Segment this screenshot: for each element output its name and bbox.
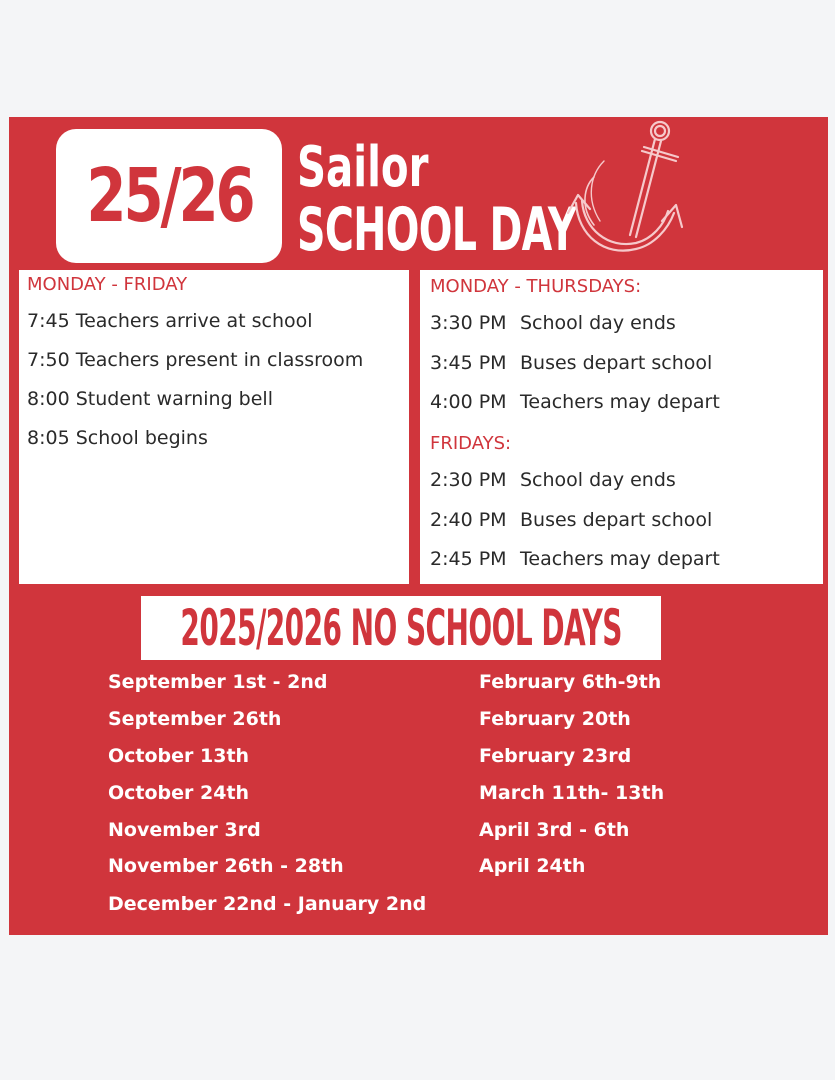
no-school-day: September 26th (108, 708, 282, 730)
schedule-line: 7:50 Teachers present in classroom (27, 349, 364, 371)
schedule-line: 7:45 Teachers arrive at school (27, 310, 313, 332)
title-sailor: Sailor (297, 135, 429, 200)
fridays-heading: FRIDAYS: (430, 433, 512, 454)
schedule-line (430, 352, 712, 374)
schedule-time: 2:30 PM (430, 469, 507, 491)
schedule-line (430, 312, 676, 334)
schedule-line (430, 509, 712, 531)
monday-thursdays-heading: MONDAY - THURSDAYS: (430, 276, 642, 297)
schedule-line: 8:00 Student warning bell (27, 388, 273, 410)
no-school-day: September 1st - 2nd (108, 671, 328, 693)
schedule-text: Teachers may depart (520, 548, 720, 570)
no-school-day: April 24th (479, 855, 586, 877)
schedule-time: 2:40 PM (430, 509, 507, 531)
panel-monday-thursday-friday (420, 270, 823, 584)
schedule-text: School day ends (520, 312, 676, 334)
schedule-time: 2:45 PM (430, 548, 507, 570)
no-school-heading: 2025/2026 NO SCHOOL DAYS (180, 599, 622, 657)
no-school-day: November 26th - 28th (108, 855, 344, 877)
year-badge-text: 25/26 (85, 153, 253, 239)
schedule-text: Buses depart school (520, 509, 713, 531)
panel-monday-friday (19, 270, 409, 584)
no-school-day: February 6th-9th (479, 671, 662, 693)
schedule-time: 4:00 PM (430, 391, 507, 413)
no-school-day: December 22nd - January 2nd (108, 893, 427, 915)
schedule-text: Teachers may depart (520, 391, 720, 413)
schedule-time: 3:45 PM (430, 352, 507, 374)
schedule-text: School day ends (520, 469, 676, 491)
schedule-line (430, 548, 720, 570)
schedule-time: 3:30 PM (430, 312, 507, 334)
schedule-poster (9, 117, 828, 935)
no-school-day: February 23rd (479, 745, 632, 767)
anchor-icon (564, 117, 684, 269)
title-school-day: SCHOOL DAY (297, 195, 576, 265)
no-school-day: October 13th (108, 745, 250, 767)
no-school-day: February 20th (479, 708, 631, 730)
no-school-day: March 11th- 13th (479, 782, 665, 804)
no-school-day: November 3rd (108, 819, 261, 841)
monday-friday-heading: MONDAY - FRIDAY (27, 274, 188, 295)
no-school-banner (141, 596, 661, 660)
year-badge (56, 129, 282, 263)
schedule-line (430, 391, 720, 413)
schedule-line (430, 469, 676, 491)
no-school-day: April 3rd - 6th (479, 819, 630, 841)
schedule-text: Buses depart school (520, 352, 713, 374)
no-school-day: October 24th (108, 782, 250, 804)
schedule-line: 8:05 School begins (27, 427, 208, 449)
